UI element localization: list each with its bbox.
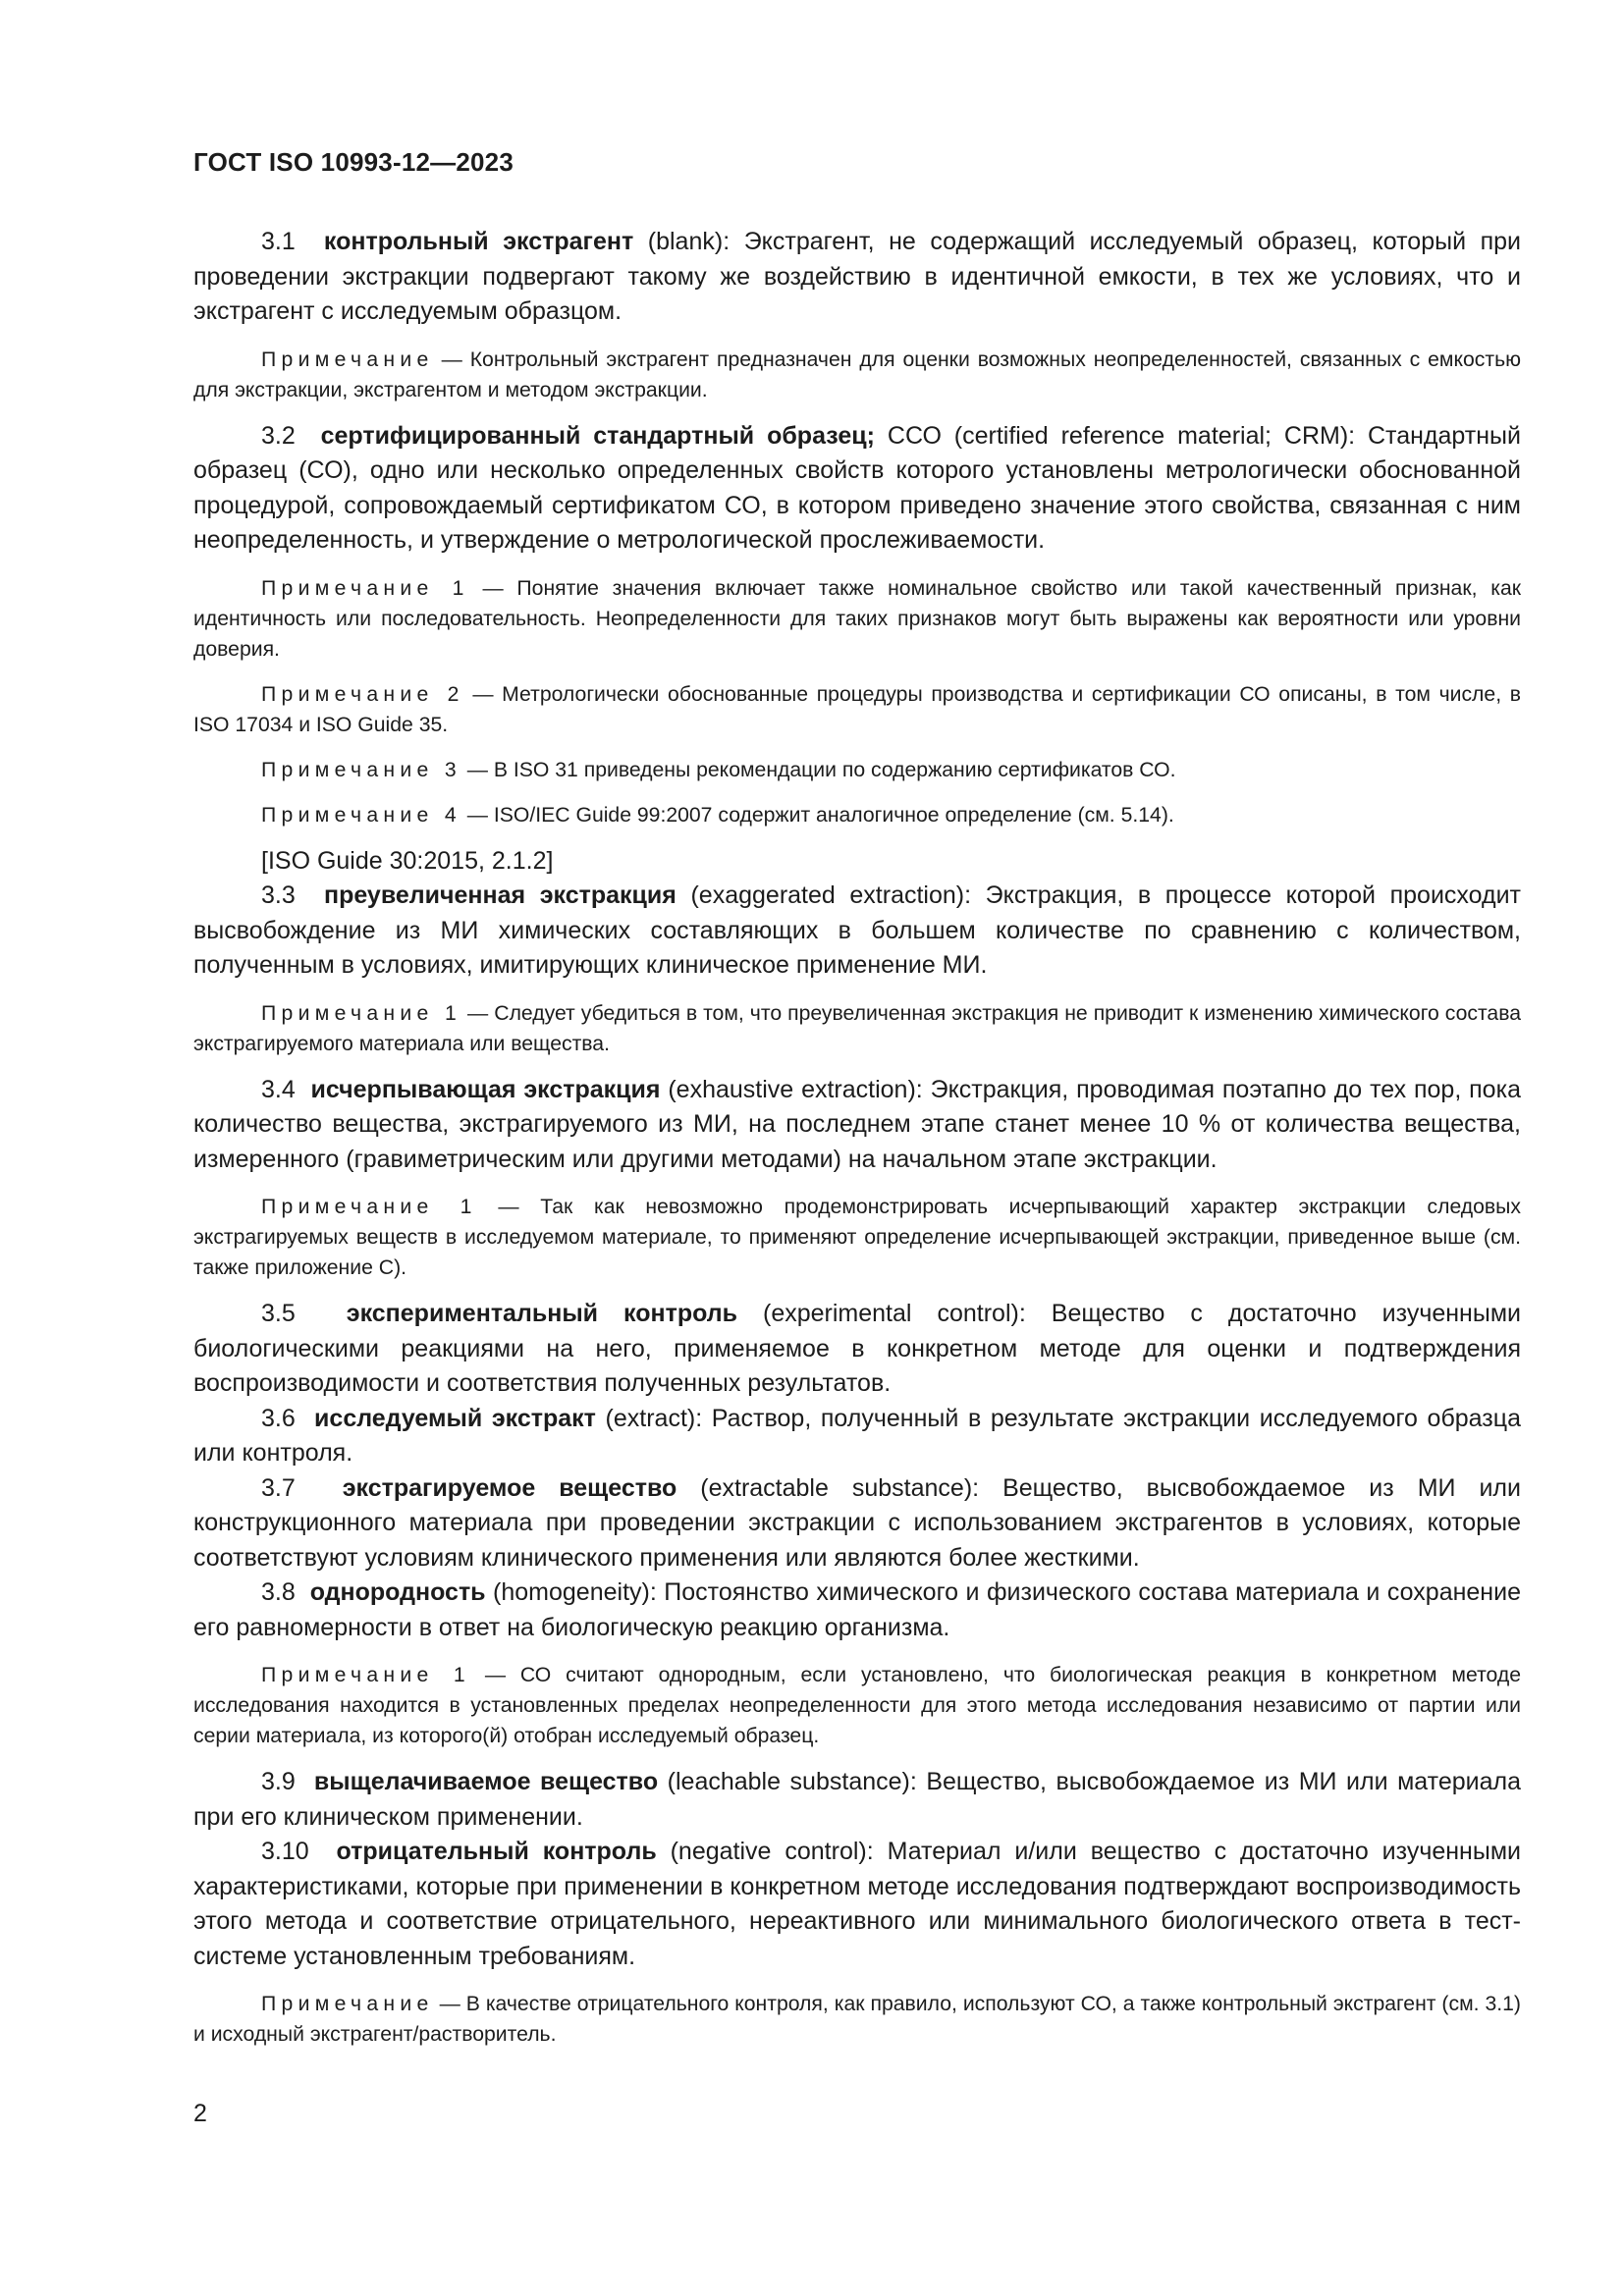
term-name: сертифицированный стандартный образец; — [320, 421, 875, 450]
document-body — [193, 225, 1521, 2063]
term-source: [ISO Guide 30:2015, 2.1.2] — [261, 846, 554, 875]
term-name: исчерпывающая экстракция — [310, 1075, 661, 1103]
term-number: 3.8 — [261, 1578, 296, 1606]
note-text: — Метрологически обоснованные процедуры производства и сертификации СО описаны, в том числе, в ISO 17034 и ISO Guide 35. — [193, 682, 1521, 736]
page-number: 2 — [193, 2100, 207, 2127]
note-label: Примечание 1 — [261, 1196, 477, 1218]
note-text: — В ISO 31 приведены рекомендации по содержанию сертификатов СО. — [460, 758, 1176, 781]
note-label: Примечание 1 — [261, 1001, 462, 1025]
note-label: Примечание 2 — [261, 682, 464, 706]
note-text: — Понятие значения включает также номинальное свойство или такой качественный признак, как идентичность или последовательность. Неопределенности для таких признаков могут быть выражены как вероятности или уровни доверия. — [193, 576, 1522, 661]
term-name: выщелачиваемое вещество — [313, 1768, 659, 1795]
note-label: Примечание 4 — [261, 803, 461, 827]
note — [193, 573, 1521, 665]
term-number: 3.10 — [261, 1838, 309, 1865]
term-name: экстрагируемое вещество — [342, 1473, 677, 1502]
term-definition: (blank): Экстрагент, не содержащий исследуемый образец, который при проведении экстракции подвергают такому же воздействию в идентичной емкости, в тех же условиях, что и экстрагент с исследуемым образцом. — [193, 228, 1521, 325]
term-number: 3.5 — [261, 1300, 296, 1327]
term-name: отрицательный контроль — [336, 1838, 657, 1865]
term-number: 3.2 — [261, 421, 296, 450]
term-definition: (negative control): Материал и/или вещество с достаточно изученными характеристиками, которые при применении в конкретном методе исследования подтверждают воспроизводимость этого метода и соответствие отрицательного, нереактивного или минимального биологического ответа в тест-системе установленным требованиям. — [193, 1838, 1521, 1970]
note — [193, 679, 1521, 740]
term-number: 3.4 — [261, 1075, 296, 1103]
term-definition: (experimental control): Вещество с достаточно изученными биологическими реакциями на него, применяемое в конкретном методе для оценки и подтверждения воспроизводимости и соответствия полученных результатов. — [193, 1300, 1521, 1397]
note-text: — ISO/IEC Guide 99:2007 содержит аналогичное определение (см. 5.14). — [460, 803, 1174, 827]
note-label: Примечание 1 — [261, 576, 469, 600]
note-text: — Следует убедиться в том, что преувеличенная экстракция не приводит к изменению химического состава экстрагируемого материала или вещества. — [193, 1001, 1522, 1055]
note — [193, 1192, 1521, 1283]
term-number: 3.9 — [261, 1768, 296, 1795]
term-number: 3.7 — [261, 1473, 296, 1502]
term-3-4 — [193, 1073, 1521, 1178]
term-name: экспериментальный контроль — [346, 1300, 737, 1327]
note — [193, 755, 1521, 785]
term-definition: (leachable substance): Вещество, высвобождаемое из МИ или материала при его клиническом применении. — [193, 1768, 1521, 1831]
term-3-2 — [193, 419, 1521, 559]
term-3-1 — [193, 225, 1521, 330]
term-definition: (extractable substance): Вещество, высвобождаемое из МИ или конструкционного материала при проведении экстракции с использованием экстрагентов в условиях, которые соответствуют условиям клинического применения или являются более жесткими. — [193, 1473, 1521, 1572]
term-definition: ССО (certified reference material; CRM): Стандартный образец (СО), одно или несколько определенных свойств которого установлены метрологически обоснованной процедурой, сопровождаемый сертификатом СО, в котором приведено значение этого свойства, связанная с ним неопределенность, и утверждение о метрологической прослеживаемости. — [193, 421, 1521, 554]
note-label: Примечание 1 — [261, 1664, 470, 1686]
term-name: контрольный экстрагент — [323, 228, 634, 255]
term-number: 3.3 — [261, 881, 296, 909]
term-definition: (homogeneity): Постоянство химического и физического состава материала и сохранение его равномерности в ответ на биологическую реакцию организма. — [193, 1578, 1521, 1641]
note — [193, 345, 1521, 405]
term-3-10 — [193, 1835, 1521, 1974]
note-text: — В качестве отрицательного контроля, как правило, используют СО, а также контрольный экстрагент (см. 3.1) и исходный экстрагент/растворитель. — [193, 1993, 1521, 2046]
term-name: исследуемый экстракт — [314, 1404, 596, 1432]
term-3-7 — [193, 1471, 1521, 1576]
term-3-6 — [193, 1402, 1521, 1471]
note-label: Примечание 3 — [261, 758, 461, 781]
term-number: 3.6 — [261, 1404, 296, 1432]
term-3-3 — [193, 879, 1521, 984]
note — [193, 800, 1521, 830]
note-text: — Контрольный экстрагент предназначен для оценки возможных неопределенностей, связанных с емкостью для экстракции, экстрагентом и методом экстракции. — [193, 347, 1521, 401]
document-header: ГОСТ ISO 10993-12—2023 — [193, 147, 514, 177]
note-label: Примечание — [261, 1993, 434, 2015]
term-definition: (exaggerated extraction): Экстракция, в процессе которой происходит высвобождение из МИ химических составляющих в большем количестве по сравнению с количеством, полученным в условиях, имитирующих клиническое применение МИ. — [193, 881, 1521, 979]
term-definition: (exhaustive extraction): Экстракция, проводимая поэтапно до тех пор, пока количество вещества, экстрагируемого из МИ, на последнем этапе станет менее 10 % от количества вещества, измеренного (гравиметрическим или другими методами) на начальном этапе экстракции. — [193, 1075, 1521, 1173]
note — [193, 1660, 1521, 1751]
term-3-5 — [193, 1297, 1521, 1402]
note — [193, 998, 1521, 1059]
term-3-9 — [193, 1765, 1521, 1835]
note-label: Примечание — [261, 347, 434, 371]
term-number: 3.1 — [261, 228, 296, 255]
note — [193, 1989, 1521, 2050]
term-3-8 — [193, 1575, 1521, 1645]
term-name: однородность — [309, 1578, 486, 1606]
note-text: — Так как невозможно продемонстрировать исчерпывающий характер экстракции следовых экстрагируемых веществ в исследуемом материале, то применяют определение исчерпывающей экстракции, приведенное выше (см. также приложение С). — [193, 1196, 1521, 1279]
term-definition: (extract): Раствор, полученный в результате экстракции исследуемого образца или контроля. — [193, 1404, 1521, 1467]
term-name: преувеличенная экстракция — [323, 881, 677, 909]
note-text: — СО считают однородным, если установлено, что биологическая реакция в конкретном методе исследования находится в установленных пределах неопределенности для этого метода исследования независимо от партии или серии материала, из которого(й) отобран исследуемый образец. — [193, 1664, 1522, 1747]
